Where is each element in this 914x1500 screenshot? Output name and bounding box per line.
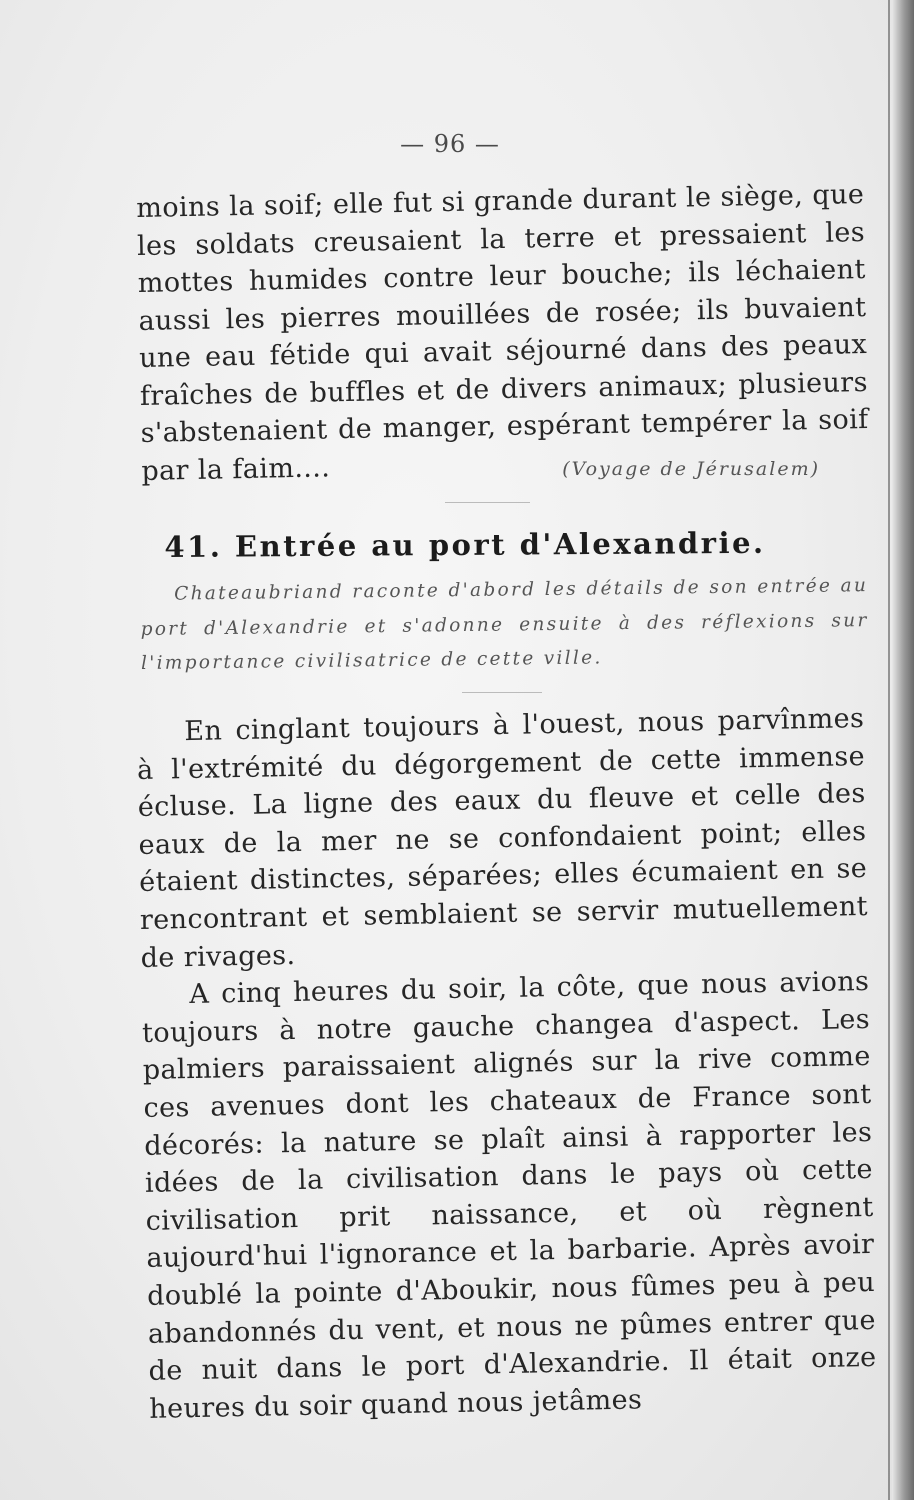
divider xyxy=(445,502,530,503)
page-edge-shadow xyxy=(892,0,914,1500)
section-heading: 41. Entrée au port d'Alexandrie. xyxy=(164,525,766,564)
paragraph: moins la soif; elle fut si grande durant le siège, que les soldats creusaient la terre et pressaient les mottes humides contre leur bouche; ils léchaient aussi les pierres mouillées de rosée; ils buvaient une eau fétide qui avait séjourné dans des peaux fraîches de buffles et de divers animaux; plusieurs s'abstenaient de manger, espérant tempérer la soif par la faim.... xyxy=(136,179,869,487)
page-number: — 96 — xyxy=(400,130,500,158)
section-text xyxy=(136,700,878,1428)
divider xyxy=(462,692,542,693)
continued-text xyxy=(136,176,870,490)
source-citation: (Voyage de Jérusalem) xyxy=(562,458,820,480)
paragraph: En cinglant toujours à l'ouest, nous parvînmes à l'extrémité du dégorgement de cette immense écluse. La ligne des eaux du fleuve et celle des eaux de la mer ne se confondaient point; elles étaient distinctes, séparées; elles écumaient en se rencontrant et semblaient se servir mutuellement de rivages. xyxy=(136,703,869,974)
paragraph: A cinq heures du soir, la côte, que nous avions toujours à notre gauche changea d'aspect. Les palmiers paraissaient alignés sur la rive comme ces avenues dont les chateaux de France sont décorés: la nature se plaît ainsi à rapporter les idées de la civilisation dans le pays où cette civilisation prit naissance, et où règnent aujourd'hui l'ignorance et la barbarie. Après avoir doublé la pointe d'Aboukir, nous fûmes peu à peu abandonnés du vent, et nous ne pûmes entrer que de nuit dans le port d'Alexandrie. Il était onze heures du soir quand nous jetâmes xyxy=(141,966,877,1425)
section-summary: Chateaubriand raconte d'abord les détails de son entrée au port d'Alexandrie et s'adonne ensuite à des réflexions sur l'importance civilisatrice de cette ville. xyxy=(140,575,869,674)
page-edge xyxy=(888,0,890,1500)
